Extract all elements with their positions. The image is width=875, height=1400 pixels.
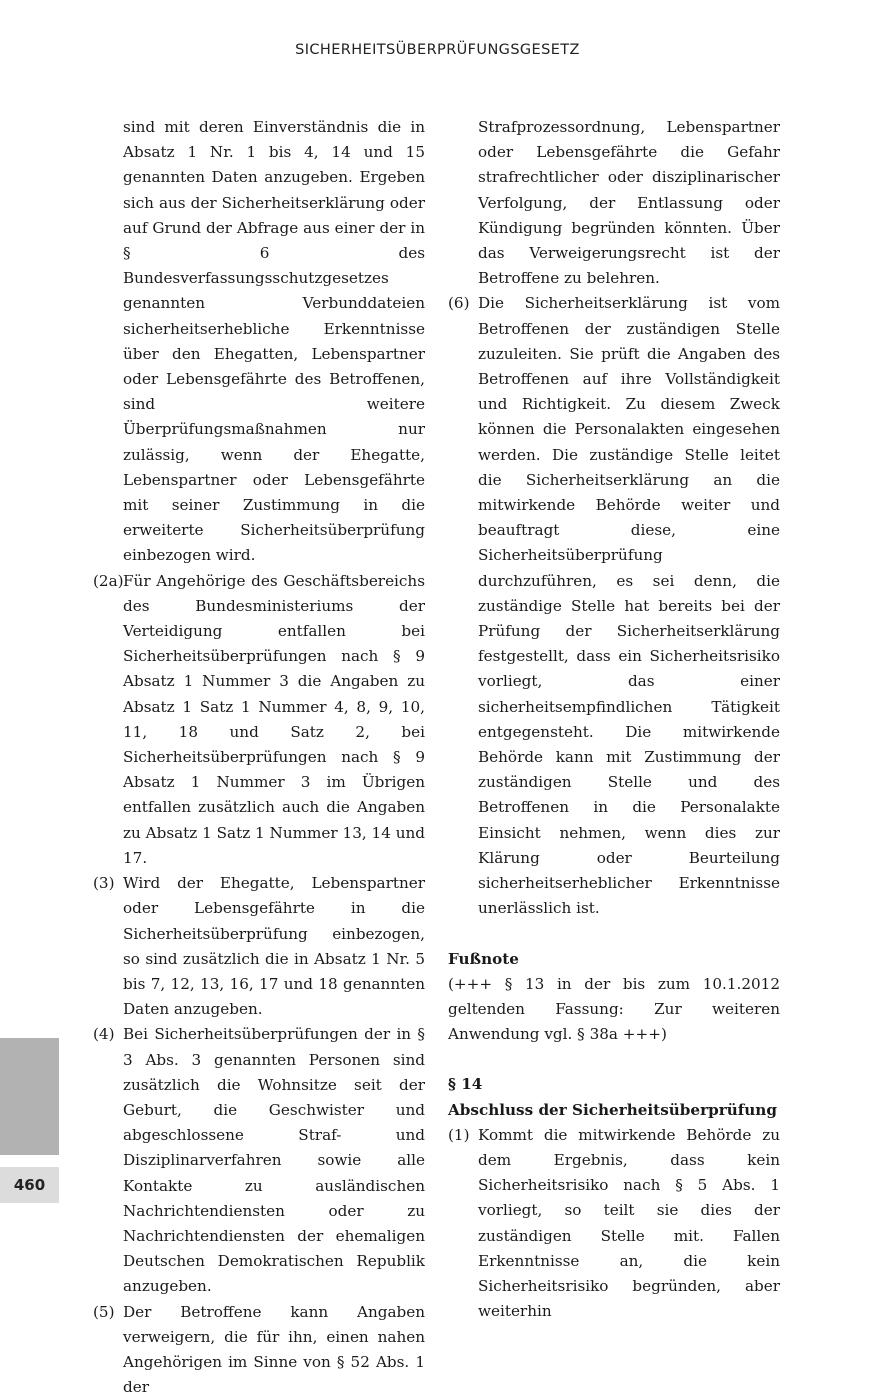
paragraph-text: Bei Sicherheitsüberprüfungen der in § 3 Abs. 3 genannten Personen sind zusätzlich die Wohnsitze seit der Geburt, die Geschwister und abgeschlossene Straf- und Disziplinarverfahren sowie alle Kontakte zu ausländischen Nachrichtendiensten oder zu Nachrichtendiensten der ehemaligen Deutschen Demokratischen Republik anzugeben. (123, 1025, 425, 1296)
thumb-index-tab (0, 1038, 59, 1155)
page-number: 460 (0, 1167, 59, 1203)
paragraph-number: (5) (93, 1302, 115, 1321)
running-header: SICHERHEITSÜBERPRÜFUNGSGESETZ (295, 42, 580, 58)
paragraph-number: (6) (448, 294, 470, 313)
paragraph-continuation: sind mit deren Einverständnis die in Absatz 1 Nr. 1 bis 4, 14 und 15 genannten Daten anzugeben. Ergeben sich aus der Sicherheitserklärung oder auf Grund der Abfrage aus einer der in § 6 des Bundesverfassungsschutzgesetzes genannten Verbunddateien sicherheitserhebliche Erkenntnisse über den Ehegatten, Lebenspartner oder Lebensgefährte des Betroffenen, sind weitere Überprüfungsmaßnahmen nur zulässig, wenn der Ehegatte, Lebenspartner oder Lebensgefährte mit seiner Zustimmung in die erweiterte Sicherheitsüberprüfung einbezogen wird. (123, 118, 425, 565)
section-14-paragraph-1 (448, 1123, 780, 1325)
paragraph-number: (3) (93, 874, 115, 893)
paragraph-number: (1) (448, 1125, 470, 1144)
paragraph-continuation: Strafprozessordnung, Lebenspartner oder Lebensgefährte die Gefahr strafrechtlicher oder disziplinarischer Verfolgung, der Entlassung oder Kündigung begründen könnten. Über das Verweigerungsrecht ist der Betroffene zu belehren. (478, 118, 780, 288)
paragraph-text: Kommt die mitwirkende Behörde zu dem Ergebnis, dass kein Sicherheitsrisiko nach § 5 Abs. 1 vorliegt, so teilt sie dies der zuständigen Stelle mit. Fallen Erkenntnisse an, die kein Sicherheitsrisiko begründen, aber weiterhin (478, 1125, 780, 1321)
paragraph-5 (93, 1300, 425, 1400)
paragraph-number: (4) (93, 1025, 115, 1044)
paragraph-6 (448, 291, 780, 921)
footnote-text: (+++ § 13 in der bis zum 10.1.2012 geltenden Fassung: Zur weiteren Anwendung vgl. § 38a +++) (448, 974, 780, 1044)
paragraph-text: Wird der Ehegatte, Lebenspartner oder Lebensgefährte in die Sicherheitsüberprüfung einbezogen, so sind zusätzlich die in Absatz 1 Nr. 5 bis 7, 12, 13, 16, 17 und 18 genannten Daten anzugeben. (123, 874, 425, 1019)
paragraph-text: Die Sicherheitserklärung ist vom Betroffenen der zuständigen Stelle zuzuleiten. Sie prüft die Angaben des Betroffenen auf ihre Vollständigkeit und Richtigkeit. Zu diesem Zweck können die Personalakten eingesehen werden. Die zuständige Stelle leitet die Sicherheitserklärung an die mitwirkende Behörde weiter und beauftragt diese, eine Sicherheitsüberprüfung durchzuführen, es sei denn, die zuständige Stelle hat bereits bei der Prüfung der Sicherheitserklärung festgestellt, dass ein Sicherheitsrisiko vorliegt, das einer sicherheitsempfindlichen Tätigkeit entgegensteht. Die mitwirkende Behörde kann mit Zustimmung der zuständigen Stelle und des Betroffenen in die Personalakte Einsicht nehmen, wenn dies zur Klärung oder Beurteilung sicherheitserheblicher Erkenntnisse unerlässlich ist. (478, 294, 780, 918)
section-number: § 14 (448, 1075, 483, 1094)
paragraph-number: (2a) (93, 571, 124, 590)
paragraph-text: Der Betroffene kann Angaben verweigern, die für ihn, einen nahen Angehörigen im Sinne von § 52 Abs. 1 der (123, 1302, 425, 1397)
paragraph-text: Für Angehörige des Geschäftsbereichs des Bundesministeriums der Verteidigung entfallen bei Sicherheitsüberprüfungen nach § 9 Absatz 1 Nummer 3 die Angaben zu Absatz 1 Satz 1 Nummer 4, 8, 9, 10, 11, 18 und Satz 2, bei Sicherheitsüberprüfungen nach § 9 Absatz 1 Nummer 3 im Übrigen entfallen zusätzlich auch die Angaben zu Absatz 1 Satz 1 Nummer 13, 14 und 17. (123, 571, 425, 867)
paragraph-2a (93, 569, 425, 871)
paragraph-3 (93, 871, 425, 1022)
section-title: Abschluss der Sicherheitsüberprüfung (448, 1100, 777, 1119)
footnote-heading: Fußnote (448, 949, 519, 968)
right-column (448, 115, 780, 1324)
left-column (93, 115, 425, 1400)
paragraph-4 (93, 1022, 425, 1299)
